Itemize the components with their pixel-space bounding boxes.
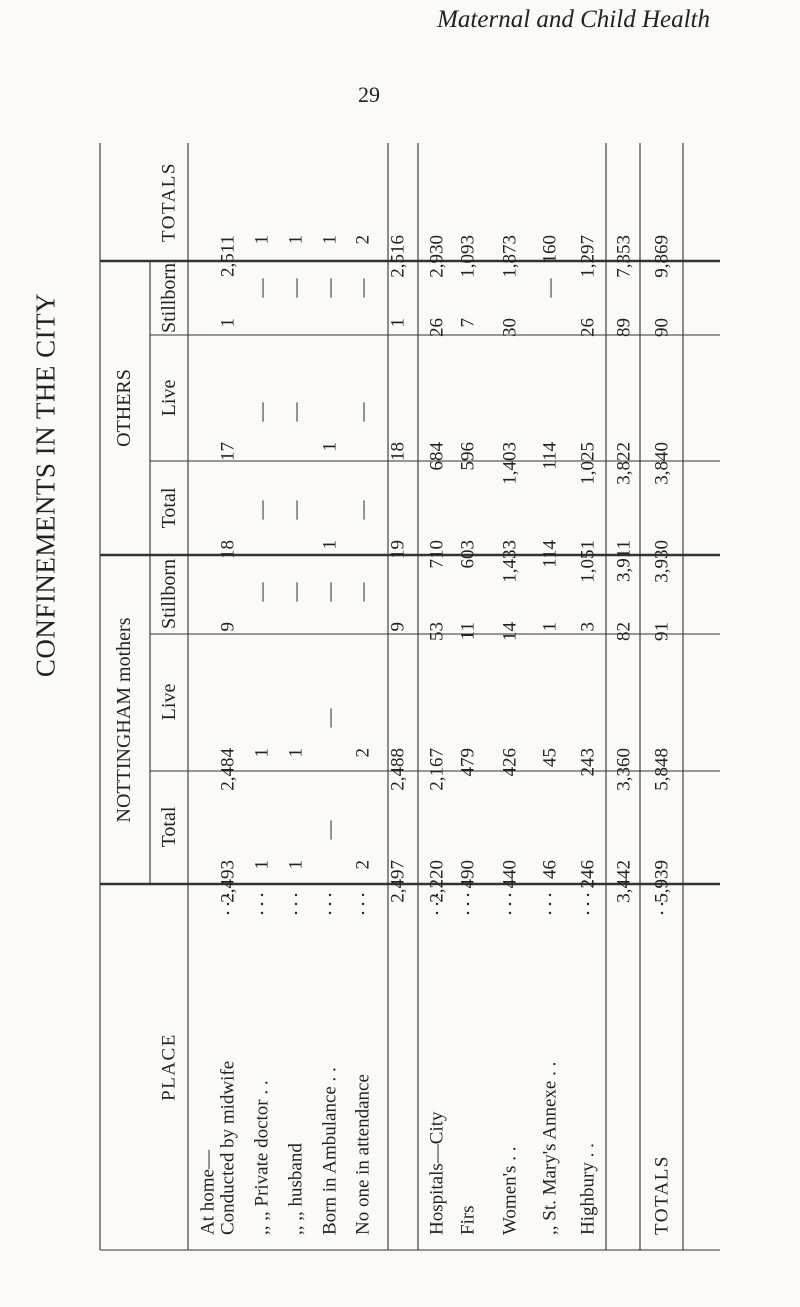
cell-nottingham-stillborn: 11 <box>457 622 479 641</box>
cell-nottingham-live: — <box>319 708 341 728</box>
dot-leader <box>467 903 469 905</box>
cell-nottingham-total: 3,442 <box>613 860 635 903</box>
cell-nottingham-total: 2,497 <box>387 860 409 903</box>
dot-leader <box>261 912 263 914</box>
cell-nottingham-stillborn: — <box>285 582 307 602</box>
cell-nottingham-stillborn: 1 <box>539 622 561 632</box>
place-label-no-one: No one in attendance <box>352 1074 374 1235</box>
cell-nottingham-stillborn: — <box>352 582 374 602</box>
cell-grand-total: 1,093 <box>457 235 479 278</box>
cell-nottingham-stillborn: 9 <box>387 622 409 632</box>
column-header-place: PLACE <box>158 1033 180 1101</box>
cell-nottingham-stillborn: 9 <box>217 622 239 632</box>
cell-others-live: 1,025 <box>577 442 599 485</box>
cell-nottingham-stillborn: 14 <box>499 622 521 641</box>
cell-others-live: — <box>285 402 307 422</box>
page-number: 29 <box>358 82 380 107</box>
side-title-text: CONFINEMENTS IN THE CITY <box>30 292 61 678</box>
cell-grand-total: 1,297 <box>577 235 599 278</box>
column-header-others-live: Live <box>158 379 180 417</box>
cell-grand-total: 2 <box>352 235 374 245</box>
cell-nottingham-live: 479 <box>457 748 479 777</box>
cell-nottingham-stillborn: 3 <box>577 622 599 632</box>
cell-others-live: 17 <box>217 442 239 461</box>
cell-others-stillborn: 90 <box>651 318 673 337</box>
cell-others-live: — <box>251 402 273 422</box>
cell-nottingham-live: 1 <box>251 748 273 758</box>
cell-others-total: 1,433 <box>499 540 521 583</box>
cell-others-live: 114 <box>539 442 561 470</box>
dot-leader <box>661 912 663 914</box>
dot-leader <box>509 912 511 914</box>
cell-others-live: 3,840 <box>651 442 673 485</box>
cell-nottingham-total: 1 <box>251 860 273 870</box>
dot-leader <box>362 903 364 905</box>
cell-nottingham-stillborn: 82 <box>613 622 635 641</box>
cell-grand-total: 1 <box>251 235 273 245</box>
group-header-nottingham: NOTTINGHAM mothers <box>113 617 135 823</box>
cell-others-stillborn: 7 <box>457 318 479 328</box>
cell-nottingham-total: 2,493 <box>217 860 239 903</box>
dot-leader <box>329 903 331 905</box>
cell-nottingham-total: 46 <box>539 860 561 879</box>
column-header-totals: TOTALS <box>158 162 180 242</box>
dot-leader <box>549 894 551 896</box>
place-label-private-doctor: ,, ,, Private doctor . . <box>251 1080 273 1235</box>
cell-others-total: 603 <box>457 540 479 569</box>
cell-grand-total: 1 <box>285 235 307 245</box>
cell-nottingham-stillborn: — <box>251 582 273 602</box>
cell-others-stillborn: 89 <box>613 318 635 337</box>
cell-grand-total: 2,516 <box>387 235 409 278</box>
place-label-ambulance: Born in Ambulance . . <box>319 1067 341 1235</box>
cell-nottingham-live: 45 <box>539 748 561 767</box>
dot-leader <box>362 912 364 914</box>
cell-others-total: 3,911 <box>613 540 635 583</box>
cell-others-total: 710 <box>426 540 448 569</box>
place-label-st-marys: ,, St. Mary's Annexe . . <box>539 1061 561 1235</box>
cell-nottingham-total: 2,220 <box>426 860 448 903</box>
dot-leader <box>587 894 589 896</box>
dot-leader <box>362 894 364 896</box>
cell-others-live: 1,403 <box>499 442 521 485</box>
cell-others-live: 3,822 <box>613 442 635 485</box>
cell-others-live: 18 <box>387 442 409 461</box>
column-header-nottingham-total: Total <box>158 806 180 848</box>
cell-nottingham-stillborn: 53 <box>426 622 448 641</box>
place-label-totals: TOTALS <box>651 1155 673 1235</box>
column-header-others-stillborn: Stillborn <box>158 262 180 334</box>
cell-nottingham-total: 5,939 <box>651 860 673 903</box>
cell-nottingham-total: 1 <box>285 860 307 870</box>
place-label-firs: Firs <box>457 1205 479 1235</box>
cell-others-live: 1 <box>319 442 341 452</box>
cell-others-stillborn: — <box>539 278 561 298</box>
place-label-highbury: Highbury . . <box>577 1143 599 1235</box>
cell-others-stillborn: 1 <box>217 318 239 328</box>
place-label-hospitals-city: Hospitals—City <box>426 1111 448 1235</box>
dot-leader <box>295 903 297 905</box>
dot-leader <box>436 912 438 914</box>
cell-others-stillborn: — <box>319 278 341 298</box>
dot-leader <box>261 894 263 896</box>
dot-leader <box>467 894 469 896</box>
cell-others-stillborn: — <box>285 278 307 298</box>
cell-others-total: 19 <box>387 540 409 559</box>
cell-others-total: 18 <box>217 540 239 559</box>
cell-others-total: 1,051 <box>577 540 599 583</box>
cell-nottingham-total: 2 <box>352 860 374 870</box>
cell-others-total: 3,930 <box>651 540 673 583</box>
dot-leader <box>509 894 511 896</box>
cell-nottingham-stillborn: 91 <box>651 622 673 641</box>
cell-nottingham-live: 2,488 <box>387 748 409 791</box>
running-header: Maternal and Child Health <box>437 6 710 33</box>
cell-others-stillborn: — <box>352 278 374 298</box>
cell-nottingham-live: 1 <box>285 748 307 758</box>
column-header-others-total: Total <box>158 487 180 529</box>
cell-grand-total: 1,873 <box>499 235 521 278</box>
cell-others-live: — <box>352 402 374 422</box>
place-label-at-home: At home— <box>197 1150 219 1235</box>
dot-leader <box>329 912 331 914</box>
group-header-others: OTHERS <box>113 369 135 447</box>
dot-leader <box>549 903 551 905</box>
dot-leader <box>587 912 589 914</box>
dot-leader <box>295 912 297 914</box>
cell-nottingham-live: 426 <box>499 748 521 777</box>
place-label-midwife: Conducted by midwife <box>217 1060 239 1235</box>
cell-grand-total: 2,511 <box>217 235 239 278</box>
cell-nottingham-total: 440 <box>499 860 521 889</box>
cell-nottingham-live: 2,167 <box>426 748 448 791</box>
cell-nottingham-live: 3,360 <box>613 748 635 791</box>
cell-others-stillborn: 26 <box>426 318 448 337</box>
cell-nottingham-total: 490 <box>457 860 479 889</box>
dot-leader <box>467 912 469 914</box>
cell-nottingham-live: 2 <box>352 748 374 758</box>
cell-nottingham-live: 243 <box>577 748 599 777</box>
dot-leader <box>227 912 229 914</box>
cell-nottingham-live: 5,848 <box>651 748 673 791</box>
cell-others-total: — <box>251 500 273 520</box>
dot-leader <box>509 903 511 905</box>
table-rules <box>100 143 720 1250</box>
column-header-nottingham-stillborn: Stillborn <box>158 558 180 630</box>
cell-others-total: 114 <box>539 540 561 568</box>
cell-others-stillborn: 1 <box>387 318 409 328</box>
cell-nottingham-total: — <box>319 820 341 840</box>
column-header-nottingham-live: Live <box>158 683 180 721</box>
cell-others-live: 684 <box>426 442 448 471</box>
cell-others-total: — <box>285 500 307 520</box>
cell-others-stillborn: — <box>251 278 273 298</box>
dot-leader <box>549 912 551 914</box>
dot-leader <box>587 903 589 905</box>
cell-others-total: — <box>352 500 374 520</box>
cell-grand-total: 1 <box>319 235 341 245</box>
cell-others-live: 596 <box>457 442 479 471</box>
place-label-womens: Women's . . <box>499 1146 521 1235</box>
dot-leader <box>329 894 331 896</box>
cell-others-stillborn: 26 <box>577 318 599 337</box>
cell-grand-total: 9,869 <box>651 235 673 278</box>
dot-leader <box>295 894 297 896</box>
cell-grand-total: 2,930 <box>426 235 448 278</box>
cell-grand-total: 7,353 <box>613 235 635 278</box>
cell-others-stillborn: 30 <box>499 318 521 337</box>
cell-others-total: 1 <box>319 540 341 550</box>
place-label-husband: ,, ,, husband <box>285 1143 307 1235</box>
cell-nottingham-live: 2,484 <box>217 748 239 791</box>
dot-leader <box>261 903 263 905</box>
cell-nottingham-stillborn: — <box>319 582 341 602</box>
cell-nottingham-total: 246 <box>577 860 599 889</box>
cell-grand-total: 160 <box>539 235 561 264</box>
